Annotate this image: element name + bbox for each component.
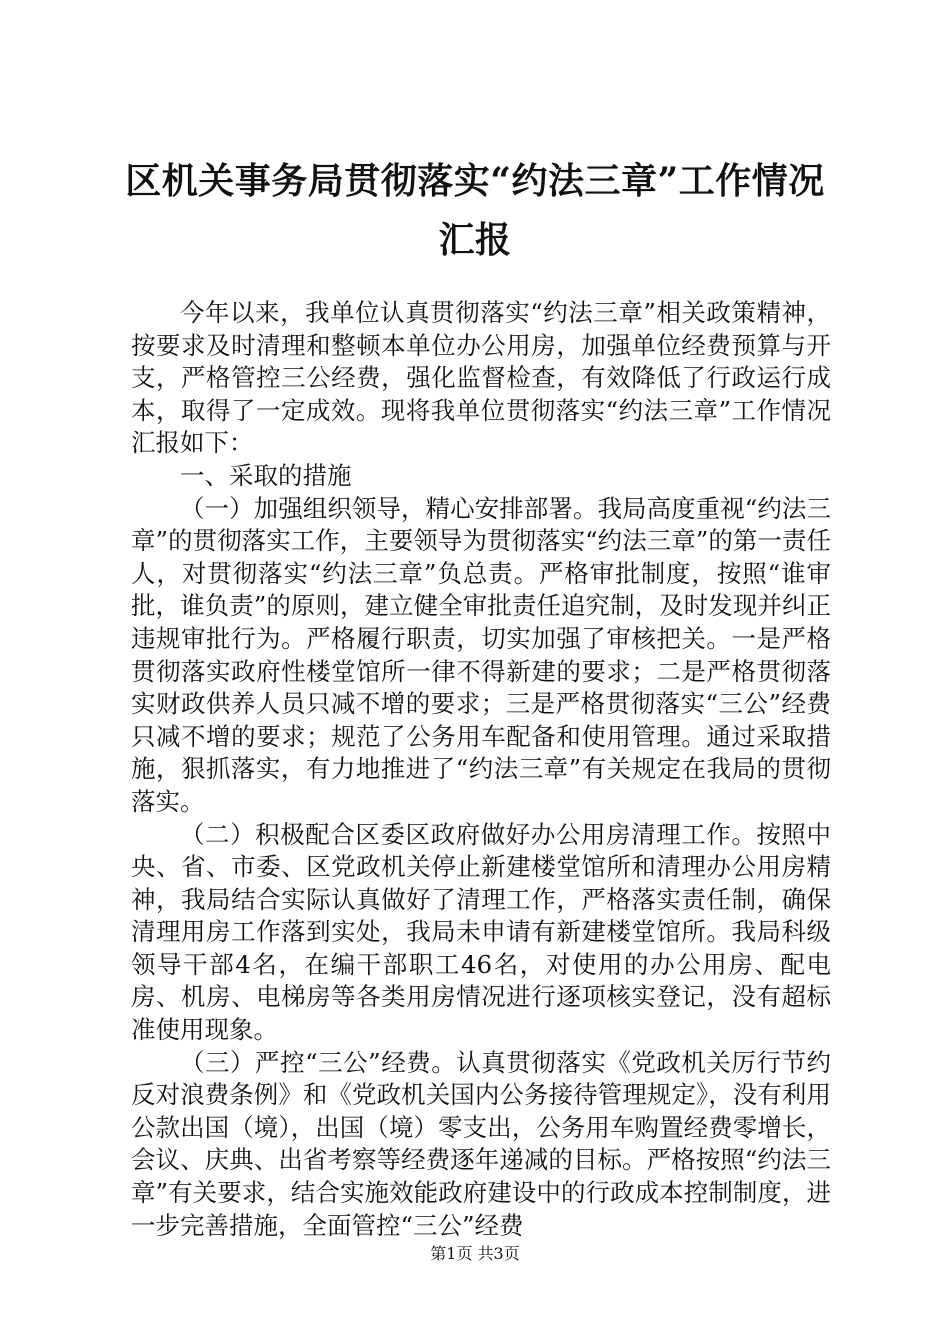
paragraph-three-expenses: （三）严控“三公”经费。认真贯彻落实《党政机关厉行节约反对浪费条例》和《党政机关国内公务接待管理规定》，没有利用公款出国（境），出国（境）零支出，公务用车购置经费零增长，会议、庆典、出省考察等经费逐年递减的目标。严格按照“约法三章”有关要求，结合实施效能政府建设中的行政成本控制制度，进一步完善措施，全面管控“三公”经费 [131, 1047, 831, 1240]
intro-paragraph: 今年以来，我单位认真贯彻落实“约法三章”相关政策精神，按要求及时清理和整顿本单位办公用房，加强单位经费预算与开支，严格管控三公经费，强化监督检查，有效降低了行政运行成本，取得了一定成效。现将我单位贯彻落实“约法三章”工作情况汇报如下： [131, 298, 831, 458]
section-heading-measures: 一、采取的措施 [180, 460, 352, 490]
document-title-line1: 区机关事务局贯彻落实“约法三章”工作情况 [125, 160, 825, 202]
document-title-line2: 汇报 [438, 219, 512, 261]
page-footer: 第1页 共3页 [430, 1244, 520, 1263]
paragraph-organization: （一）加强组织领导，精心安排部署。我局高度重视“约法三章”的贯彻落实工作，主要领导为贯彻落实“约法三章”的第一责任人，对贯彻落实“约法三章”负总责。严格审批制度，按照“谁审批，谁负责”的原则，建立健全审批责任追究制，及时发现并纠正违规审批行为。严格履行职责，切实加强了审核把关。一是严格贯彻落实政府性楼堂馆所一律不得新建的要求；二是严格贯彻落实财政供养人员只减不增的要求；三是严格贯彻落实“三公”经费只减不增的要求；规范了公务用车配备和使用管理。通过采取措施，狠抓落实，有力地推进了“约法三章”有关规定在我局的贯彻落实。 [131, 493, 831, 816]
paragraph-office-space: （二）积极配合区委区政府做好办公用房清理工作。按照中央、省、市委、区党政机关停止新建楼堂馆所和清理办公用房精神，我局结合实际认真做好了清理工作，严格落实责任制，确保清理用房工作落到实处，我局未申请有新建楼堂馆所。我局科级领导干部4名，在编干部职工46名，对使用的办公用房、配电房、机房、电梯房等各类用房情况进行逐项核实登记，没有超标准使用现象。 [131, 819, 831, 1045]
document-body [131, 297, 831, 1242]
